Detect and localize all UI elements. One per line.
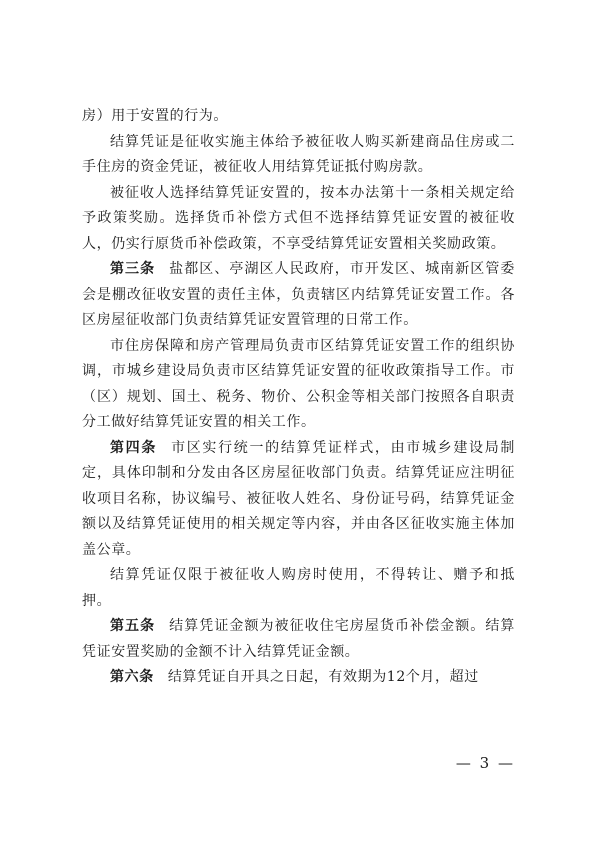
- article-4-text: 市区实行统一的结算凭证样式，由市城乡建设局制定，具体印制和分发由各区房屋征收部门负责。结算凭证应注明征收项目名称，协议编号、被征收人姓名、身份证号码，结算凭证金额以及结算凭证使用的相关规定等内容，并由各区征收实施主体加盖公章。: [82, 439, 515, 558]
- article-5-paragraph: [82, 614, 515, 665]
- document-body: [82, 104, 515, 691]
- paragraph-1-text: 房）用于安置的行为。: [82, 108, 228, 124]
- page-number: — 3 —: [455, 754, 515, 772]
- article-4-paragraph: [82, 436, 515, 564]
- article-4-heading: 第四条: [110, 439, 158, 456]
- paragraph-2: [82, 130, 515, 181]
- paragraph-7: [82, 563, 515, 614]
- paragraph-5: [82, 334, 515, 436]
- article-6-heading: 第六条: [110, 669, 154, 685]
- paragraph-5-text: 市住房保障和房产管理局负责市区结算凭证安置工作的组织协调，市城乡建设局负责市区结算凭证安置的征收政策指导工作。市（区）规划、国土、税务、物价、公积金等相关部门按照各自职责分工做好结算凭证安置的相关工作。: [82, 337, 515, 430]
- paragraph-3: [82, 181, 515, 258]
- article-5-heading: 第五条: [110, 618, 156, 634]
- article-6-paragraph: [82, 665, 515, 691]
- paragraph-2-text: 结算凭证是征收实施主体给予被征收人购买新建商品住房或二手住房的资金凭证，被征收人用结算凭证抵付购房款。: [82, 133, 515, 175]
- article-3-paragraph: [82, 257, 515, 334]
- article-6-text: 结算凭证自开具之日起，有效期为12个月，超过: [167, 669, 479, 685]
- article-3-heading: 第三条: [110, 261, 156, 277]
- paragraph-3-text: 被征收人选择结算凭证安置的，按本办法第十一条相关规定给予政策奖励。选择货币补偿方式但不选择结算凭证安置的被征收人，仍实行原货币补偿政策，不享受结算凭证安置相关奖励政策。: [82, 184, 515, 252]
- paragraph-7-text: 结算凭证仅限于被征收人购房时使用，不得转让、赠予和抵押。: [82, 567, 515, 609]
- article-3-text: 盐都区、亭湖区人民政府，市开发区、城南新区管委会是棚改征收安置的责任主体，负责辖区内结算凭证安置工作。各区房屋征收部门负责结算凭证安置管理的日常工作。: [82, 261, 515, 328]
- paragraph-1: [82, 104, 515, 130]
- article-5-text: 结算凭证金额为被征收住宅房屋货币补偿金额。结算凭证安置奖励的金额不计入结算凭证金额。: [82, 618, 515, 660]
